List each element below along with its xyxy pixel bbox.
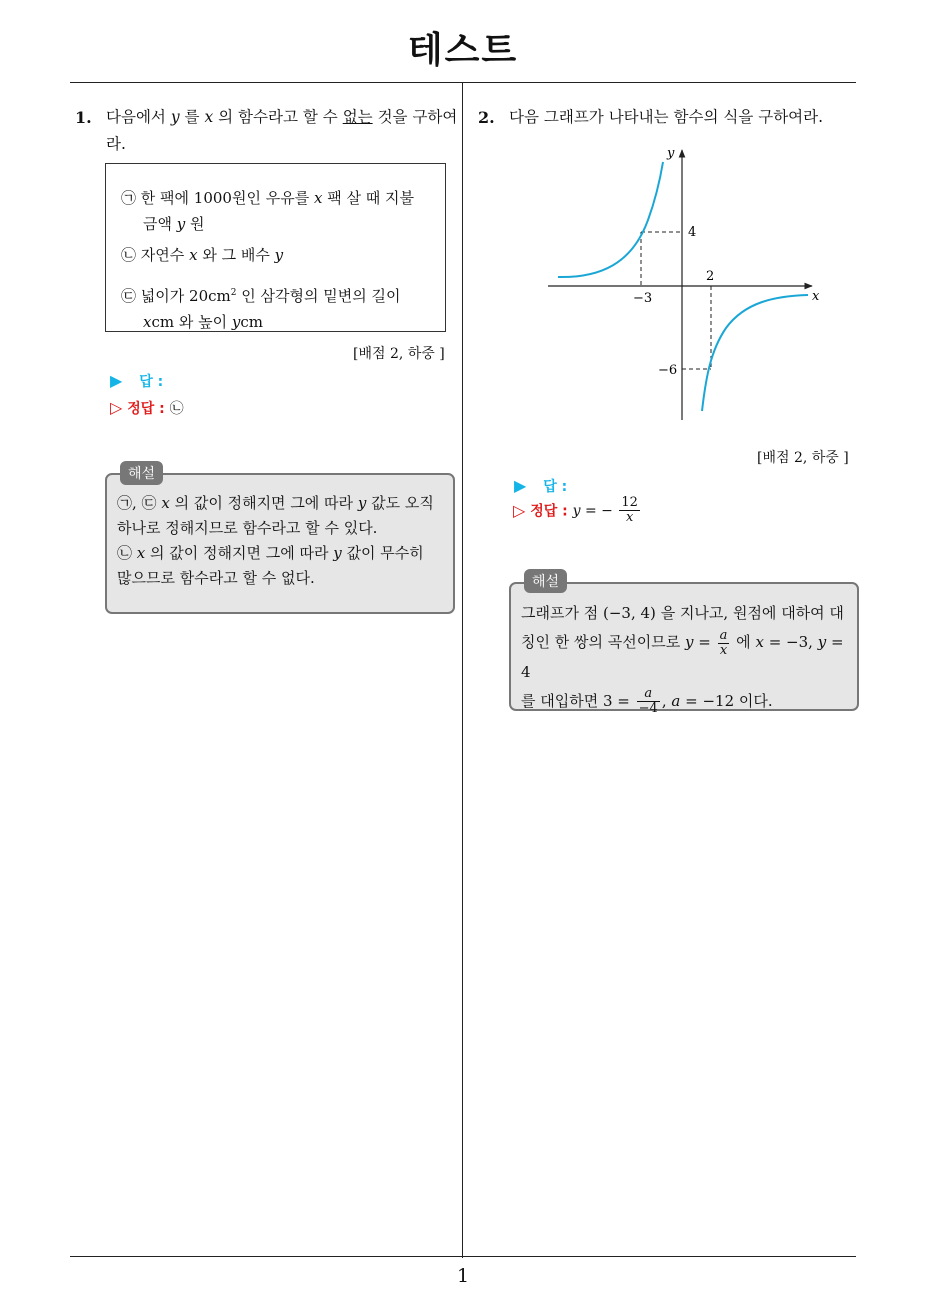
top-divider bbox=[70, 82, 856, 83]
q1-underlined-word: 없는 bbox=[342, 108, 373, 126]
expl-text: 값도 오직 bbox=[371, 494, 434, 512]
q1-text: 를 bbox=[184, 108, 200, 126]
column-divider bbox=[462, 83, 463, 1258]
var-y: y bbox=[274, 246, 284, 264]
correct-label: 정답 : bbox=[530, 503, 568, 520]
page-title: 테스트 bbox=[407, 30, 519, 71]
q1-choice-c bbox=[121, 280, 436, 335]
fraction bbox=[718, 629, 730, 658]
expl-text: 칭인 한 쌍의 곡선이므로 bbox=[521, 633, 681, 651]
choice-text: cm 와 높이 bbox=[151, 313, 228, 331]
q1-var-x: x bbox=[204, 108, 214, 126]
var-y: y bbox=[357, 494, 367, 512]
fraction bbox=[619, 496, 640, 525]
page-number: 1 bbox=[456, 1265, 470, 1287]
choice-mark: ㉢ bbox=[121, 287, 137, 305]
choice-text: 금액 bbox=[143, 215, 172, 233]
q1-explanation-text bbox=[117, 491, 447, 591]
choice-text: 와 그 배수 bbox=[202, 246, 270, 264]
expl-text: 을 지나고, 원점에 대하여 대 bbox=[660, 604, 844, 622]
choice-mark: ㉡ bbox=[121, 246, 137, 264]
choice-text: 자연수 bbox=[140, 246, 185, 264]
var-x: x bbox=[161, 494, 170, 512]
q1-text: 라. bbox=[106, 135, 126, 153]
answer-arrow-icon: ▶ bbox=[110, 371, 123, 390]
denominator: x bbox=[719, 642, 728, 658]
answer-label: 답 : bbox=[543, 479, 568, 495]
separator: , bbox=[661, 691, 667, 710]
y-axis-label: y bbox=[667, 146, 675, 161]
answer-label: 답 : bbox=[139, 374, 164, 390]
expl-text: 의 값이 정해지면 그에 따라 bbox=[174, 494, 354, 512]
q1-answer-row bbox=[110, 371, 163, 391]
q1-choice-a bbox=[121, 185, 431, 237]
correct-arrow-icon: ▷ bbox=[513, 501, 526, 520]
curve-right-branch bbox=[702, 295, 808, 411]
q2-explanation-tag: 해설 bbox=[524, 569, 567, 593]
expl-text: 를 대입하면 3 = bbox=[521, 691, 630, 710]
expl-text: 값이 무수히 bbox=[346, 544, 424, 562]
choice-mark: ㉠ bbox=[121, 189, 137, 207]
numerator: a bbox=[719, 627, 728, 643]
choice-text: 원 bbox=[190, 215, 205, 233]
expl-text: 하나로 정해지므로 함수라고 할 수 있다. bbox=[117, 519, 378, 537]
expl-text: 많으므로 함수라고 할 수 없다. bbox=[117, 569, 315, 587]
correct-label: 정답 : bbox=[127, 401, 165, 417]
curve-left-branch bbox=[558, 162, 663, 277]
correct-value: ㉡ bbox=[169, 401, 184, 417]
tick-label-y4: 4 bbox=[688, 225, 697, 240]
expl-text: ㉠, ㉢ bbox=[117, 494, 157, 512]
expl-text: 그래프가 점 bbox=[521, 604, 599, 622]
correct-arrow-icon: ▷ bbox=[110, 398, 123, 417]
q2-number: 2. bbox=[478, 108, 495, 127]
q2-correct-row bbox=[513, 496, 642, 525]
choice-text: 넓이가 20cm bbox=[140, 287, 231, 305]
answer-arrow-icon: ▶ bbox=[514, 476, 527, 495]
q1-correct-row bbox=[110, 398, 184, 418]
var-x: x bbox=[755, 633, 764, 651]
superscript: 2 bbox=[230, 288, 237, 298]
x-axis-label: x bbox=[812, 289, 820, 304]
expl-text: = −12 이다. bbox=[685, 691, 773, 710]
var-x: x bbox=[313, 189, 323, 207]
expl-text: = −3, bbox=[768, 633, 813, 651]
q1-choice-b bbox=[121, 242, 431, 268]
fraction bbox=[637, 687, 660, 716]
var-x: x bbox=[143, 313, 152, 331]
var-x: x bbox=[136, 544, 146, 562]
q2-answer-row bbox=[514, 476, 567, 496]
q1-text: 것을 구하여 bbox=[377, 108, 458, 126]
bottom-divider bbox=[70, 1256, 856, 1257]
expl-text: = 4 bbox=[521, 633, 844, 681]
numerator: a bbox=[637, 687, 660, 702]
var-y: y bbox=[572, 502, 581, 519]
q2-meta: [배점 2, 하중 ] bbox=[757, 450, 849, 466]
equals-minus: = − bbox=[584, 502, 613, 519]
var-y: y bbox=[685, 633, 694, 651]
q1-text: 의 함수라고 할 수 bbox=[218, 108, 338, 126]
var-x: x bbox=[189, 246, 198, 264]
tick-label-yneg6: −6 bbox=[658, 363, 678, 378]
q2-question: 다음 그래프가 나타내는 함수의 식을 구하여라. bbox=[509, 108, 824, 126]
expl-text: 에 bbox=[736, 633, 751, 651]
q2-explanation-text bbox=[521, 599, 851, 716]
numerator: 12 bbox=[621, 495, 638, 510]
choice-text: cm bbox=[240, 313, 263, 331]
tick-label-xneg3: −3 bbox=[633, 291, 653, 306]
tick-label-x2: 2 bbox=[706, 269, 715, 284]
correct-formula bbox=[572, 495, 642, 525]
choice-text: 한 팩에 1000원인 우유를 bbox=[140, 189, 310, 207]
choice-text: 인 삼각형의 밑변의 길이 bbox=[241, 287, 401, 305]
q1-var-y: y bbox=[170, 108, 180, 126]
q1-text: 다음에서 bbox=[106, 108, 166, 126]
expl-text: ㉡ bbox=[117, 544, 133, 562]
denominator: −4 bbox=[638, 701, 658, 716]
q1-number: 1. bbox=[75, 108, 92, 127]
var-a: a bbox=[671, 691, 681, 710]
q1-question bbox=[106, 104, 458, 158]
var-y: y bbox=[817, 633, 827, 651]
q2-graph bbox=[540, 140, 830, 430]
point: (−3, 4) bbox=[603, 604, 656, 622]
q1-meta: [배점 2, 하중 ] bbox=[353, 346, 445, 362]
equals: = bbox=[698, 633, 711, 651]
choice-text: 팩 살 때 지불 bbox=[327, 189, 414, 207]
var-y: y bbox=[333, 544, 342, 562]
var-y: y bbox=[176, 215, 186, 233]
denominator: x bbox=[625, 510, 634, 525]
expl-text: 의 값이 정해지면 그에 따라 bbox=[150, 544, 329, 562]
var-y: y bbox=[231, 313, 241, 331]
q1-explanation-tag: 해설 bbox=[120, 461, 163, 485]
